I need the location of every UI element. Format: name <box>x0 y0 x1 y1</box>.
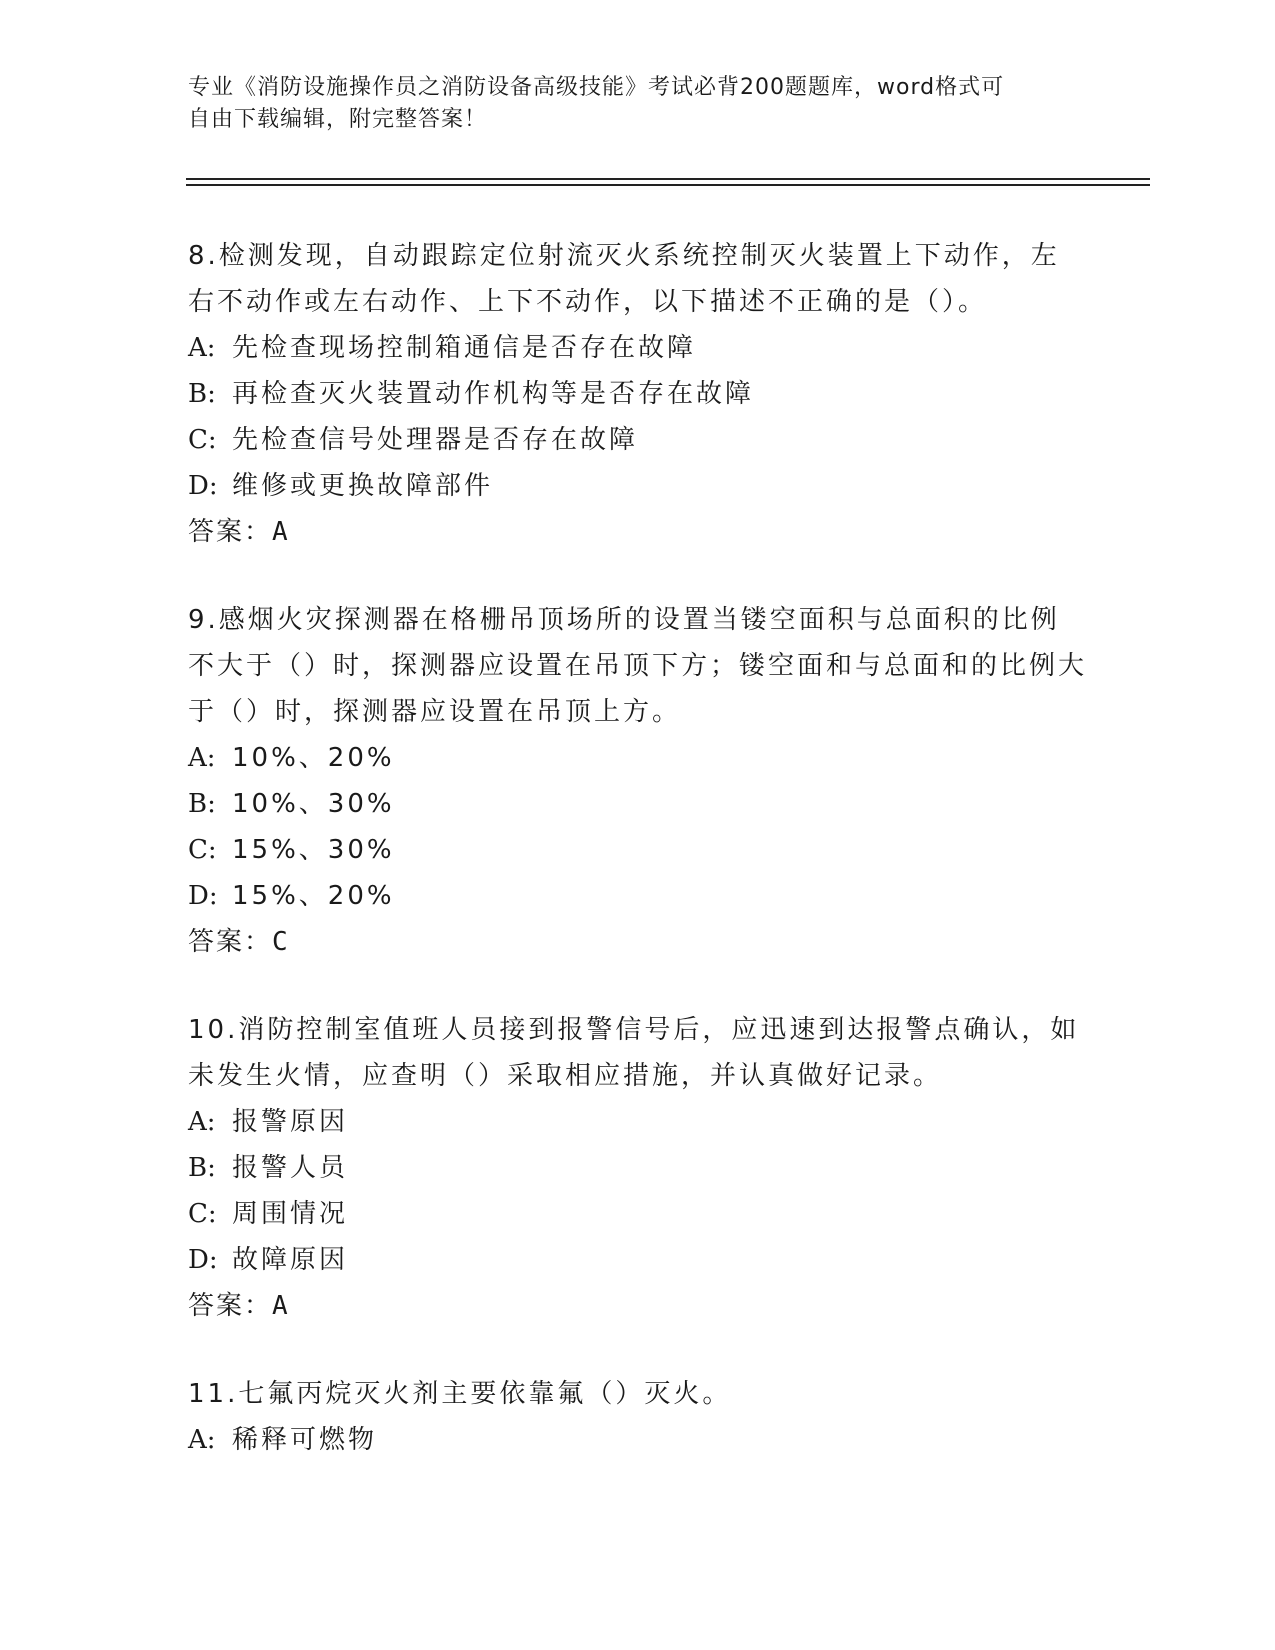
header-divider-bottom <box>186 184 1150 186</box>
option-b <box>188 371 1088 417</box>
answer-label: 答案： <box>188 1291 273 1321</box>
option-d <box>188 873 1088 919</box>
option-c <box>188 417 1088 463</box>
option-letter: B: <box>188 379 216 409</box>
option-letter: D: <box>188 471 218 501</box>
option-letter: C: <box>188 835 217 865</box>
answer-value: A <box>272 517 290 547</box>
answer-value: A <box>272 1291 290 1321</box>
option-letter: A: <box>188 1107 216 1137</box>
option-text: 先检查信号处理器是否存在故障 <box>232 425 639 455</box>
option-d <box>188 1237 1088 1283</box>
option-letter: A: <box>188 333 216 363</box>
header-line-1: 专业《消防设施操作员之消防设备高级技能》考试必背200题题库，word格式可 <box>188 75 1005 100</box>
question-list <box>188 233 1088 1505</box>
option-text: 10%、20% <box>232 743 395 773</box>
option-text: 故障原因 <box>232 1245 349 1275</box>
option-text: 15%、30% <box>232 835 395 865</box>
option-d <box>188 463 1088 509</box>
option-text: 维修或更换故障部件 <box>232 471 494 501</box>
option-letter: D: <box>188 1245 218 1275</box>
option-letter: A: <box>188 743 216 773</box>
header-divider-top <box>186 178 1150 180</box>
option-text: 报警原因 <box>232 1107 349 1137</box>
answer-line <box>188 509 1088 555</box>
question-text: 8.检测发现，自动跟踪定位射流灭火系统控制灭火装置上下动作，左右不动作或左右动作、上下不动作，以下描述不正确的是（）。 <box>188 241 1060 317</box>
option-letter: C: <box>188 425 217 455</box>
option-a <box>188 735 1088 781</box>
question-text: 10.消防控制室值班人员接到报警信号后，应迅速到达报警点确认，如未发生火情，应查明（）采取相应措施，并认真做好记录。 <box>188 1015 1080 1091</box>
answer-line <box>188 919 1088 965</box>
option-b <box>188 1145 1088 1191</box>
answer-value: C <box>272 927 290 957</box>
question-text: 11.七氟丙烷灭火剂主要依靠氟（）灭火。 <box>188 1379 732 1409</box>
option-text: 报警人员 <box>232 1153 349 1183</box>
question-10 <box>188 1007 1088 1329</box>
option-b <box>188 781 1088 827</box>
answer-line <box>188 1283 1088 1329</box>
option-letter: D: <box>188 881 218 911</box>
answer-label: 答案： <box>188 517 273 547</box>
document-header <box>188 72 1088 136</box>
option-letter: B: <box>188 789 216 819</box>
option-letter: C: <box>188 1199 217 1229</box>
option-letter: A: <box>188 1425 216 1455</box>
option-c <box>188 1191 1088 1237</box>
question-9 <box>188 597 1088 965</box>
option-c <box>188 827 1088 873</box>
option-text: 稀释可燃物 <box>232 1425 378 1455</box>
option-text: 再检查灭火装置动作机构等是否存在故障 <box>232 379 755 409</box>
question-text: 9.感烟火灾探测器在格栅吊顶场所的设置当镂空面积与总面积的比例不大于（）时，探测器应设置在吊顶下方；镂空面和与总面和的比例大于（）时，探测器应设置在吊顶上方。 <box>188 605 1088 727</box>
answer-label: 答案： <box>188 927 273 957</box>
question-11 <box>188 1371 1088 1463</box>
option-text: 10%、30% <box>232 789 395 819</box>
option-a <box>188 1417 1088 1463</box>
option-text: 先检查现场控制箱通信是否存在故障 <box>232 333 697 363</box>
option-a <box>188 1099 1088 1145</box>
option-text: 周围情况 <box>232 1199 349 1229</box>
option-letter: B: <box>188 1153 216 1183</box>
option-a <box>188 325 1088 371</box>
question-8 <box>188 233 1088 555</box>
header-line-2: 自由下载编辑，附完整答案！ <box>188 107 488 132</box>
option-text: 15%、20% <box>232 881 395 911</box>
